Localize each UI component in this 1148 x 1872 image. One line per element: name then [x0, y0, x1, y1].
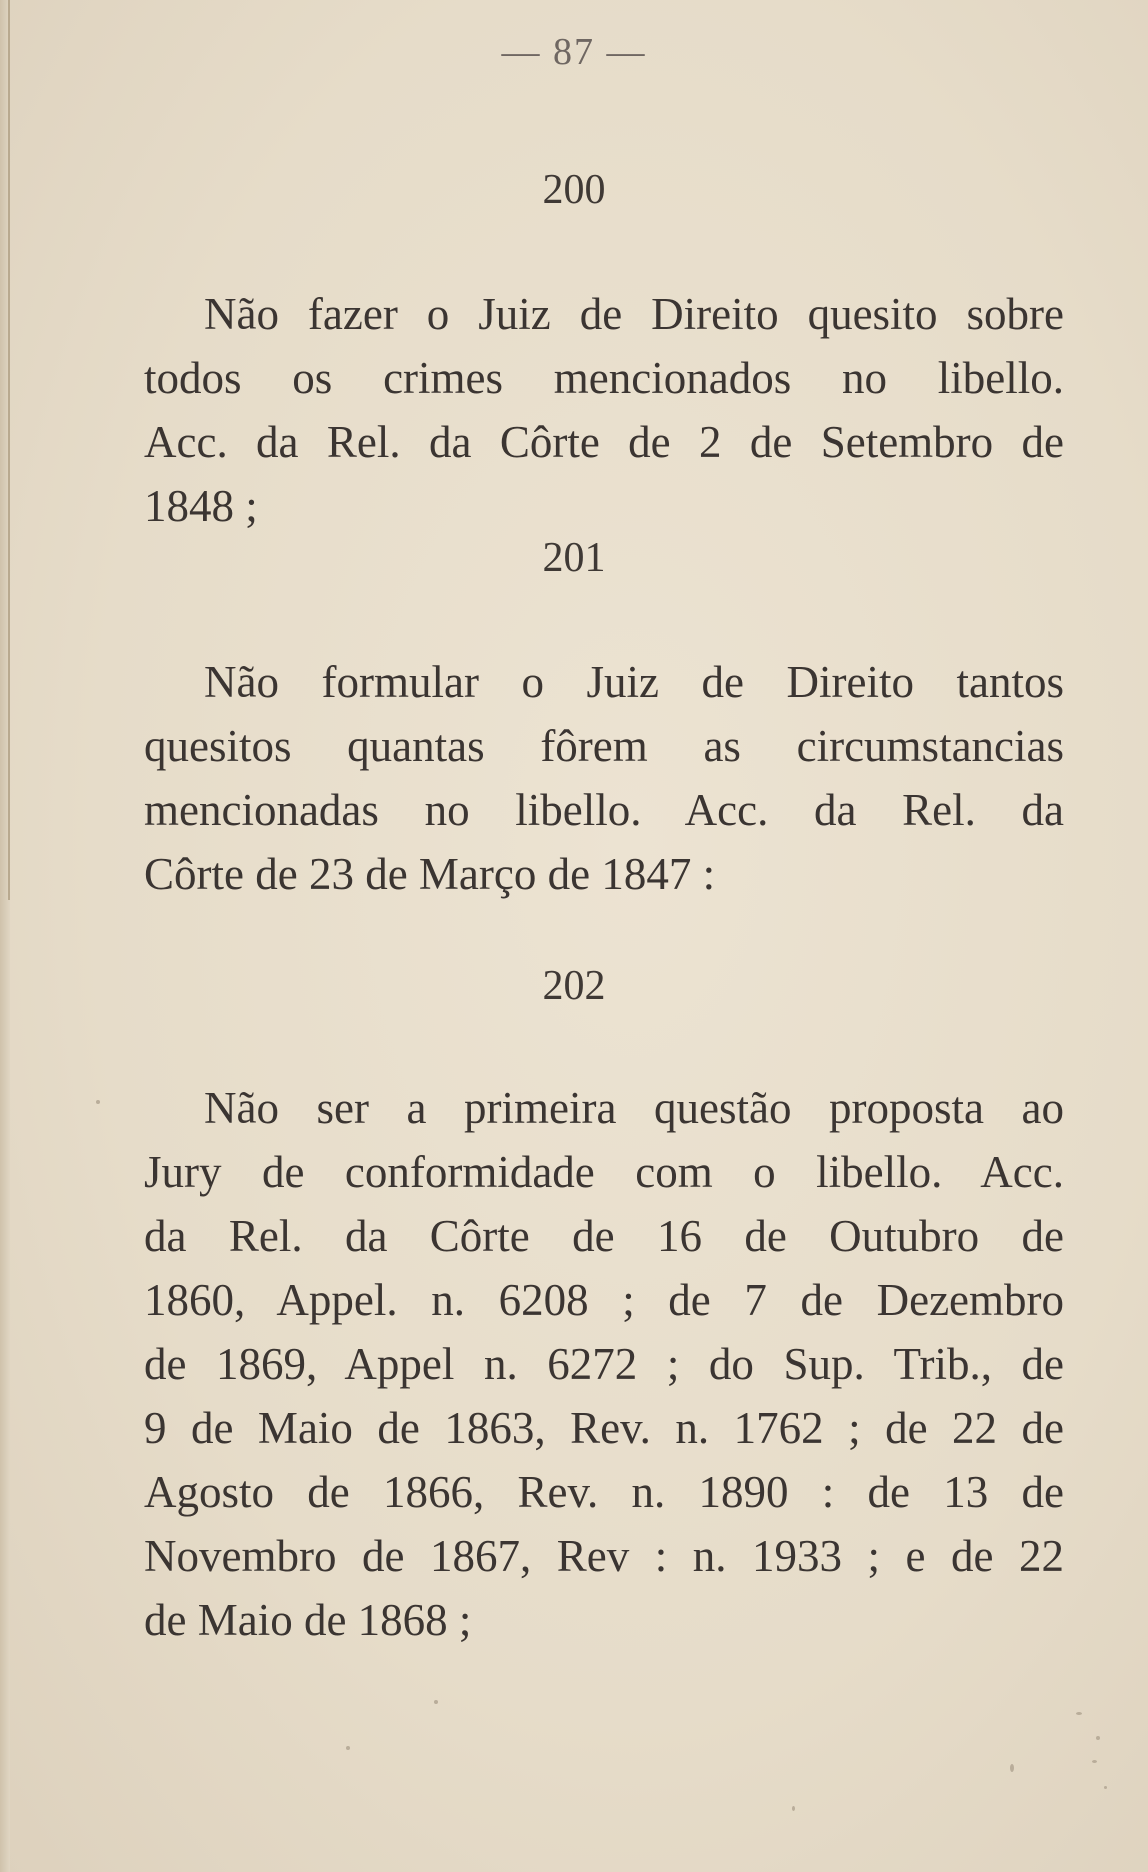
- paper-speck: [1092, 1760, 1097, 1763]
- text-line: Jury de conformidade com o libello. Acc.: [144, 1147, 1064, 1197]
- text-line: Não fazer o Juiz de Direito quesito sobre: [204, 289, 1064, 339]
- text-line: de 1869, Appel n. 6272 ; do Sup. Trib., de: [144, 1339, 1064, 1389]
- text-line: quesitos quantas fôrem as circumstancias: [144, 721, 1064, 771]
- paper-speck: [1076, 1712, 1082, 1715]
- paper-speck: [96, 1100, 100, 1104]
- text-line: 9 de Maio de 1863, Rev. n. 1762 ; de 22 de: [144, 1403, 1064, 1453]
- paper-speck: [434, 1700, 438, 1704]
- text-line: todos os crimes mencionados no libello.: [144, 353, 1064, 403]
- text-line: 1848 ;: [144, 481, 258, 531]
- text-line: Novembro de 1867, Rev : n. 1933 ; e de 22: [144, 1531, 1064, 1581]
- paper-speck: [1010, 1764, 1014, 1772]
- entry-number-202: 202: [542, 963, 606, 1009]
- text-line: Côrte de 23 de Março de 1847 :: [144, 849, 716, 899]
- paper-speck: [346, 1746, 350, 1750]
- text-line: Não formular o Juiz de Direito tantos: [204, 657, 1064, 707]
- binding-line: [8, 0, 10, 900]
- entry-200-text: [144, 282, 1064, 538]
- text-line: Acc. da Rel. da Côrte de 2 de Setembro de: [144, 417, 1064, 467]
- entry-number-201: 201: [542, 535, 606, 581]
- entry-201-text: [144, 650, 1064, 906]
- text-line: 1860, Appel. n. 6208 ; de 7 de Dezembro: [144, 1275, 1064, 1325]
- entry-202-paragraph: [144, 1076, 1064, 1652]
- text-line: mencionadas no libello. Acc. da Rel. da: [144, 785, 1064, 835]
- text-line: da Rel. da Côrte de 16 de Outubro de: [144, 1211, 1064, 1261]
- paper-speck: [1104, 1786, 1107, 1789]
- text-line: Não ser a primeira questão proposta ao: [204, 1083, 1064, 1133]
- text-line: Agosto de 1866, Rev. n. 1890 : de 13 de: [144, 1467, 1064, 1517]
- entry-201-paragraph: [144, 650, 1064, 906]
- paper-speck: [792, 1806, 795, 1811]
- entry-200-paragraph: [144, 282, 1064, 538]
- entry-202-text: [144, 1076, 1064, 1652]
- text-line: de Maio de 1868 ;: [144, 1595, 472, 1645]
- page-number: — 87 —: [501, 31, 647, 73]
- entry-number-200: 200: [542, 167, 606, 213]
- paper-speck: [1096, 1736, 1100, 1740]
